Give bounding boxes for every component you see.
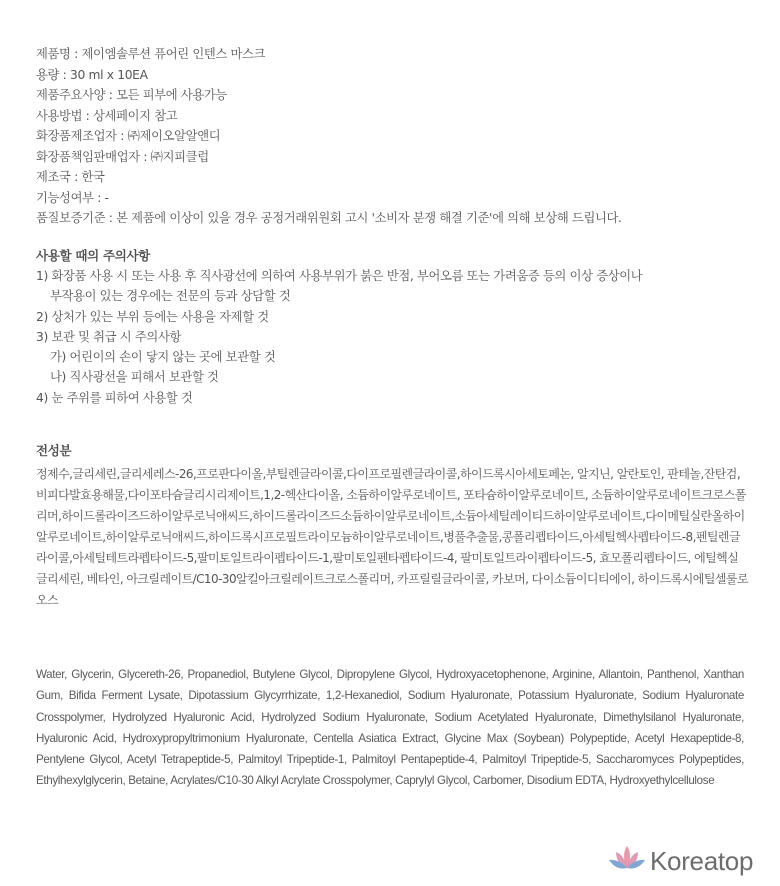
functional-line: 기능성여부 : - [36, 190, 109, 205]
cautions-block [36, 246, 756, 408]
main-spec-line: 제품주요사양 : 모든 피부에 사용가능 [36, 88, 227, 102]
usage-line: 사용방법 : 상세페이지 참고 [36, 108, 178, 123]
caution-subitem: 나) 직사광선을 피해서 보관할 것 [50, 370, 219, 385]
logo-text: Koreatop [650, 845, 754, 876]
caution-item: 부작용이 있는 경우에는 전문의 등과 상담할 것 [50, 289, 291, 304]
ingredients-kr-text: 정제수,글리세린,글리세레스-26,프로판다이올,부틸렌글라이콜,다이프로필렌글라이콜,하이드록시아세토페논, 알지닌, 알란토인, 판테놀,잔탄검,비피다발효용해물,다이포타슘글리시리제이트,1,2-헥산다이올, 소듐하이알루로네이트, 포타슘하이알루로네이트, 소듐하이알루로네이트크로스폴리머,하이드롤라이즈드하이알루로닉애씨드,하이드롤라이즈드소듐하이알루로네이트,소듐아세틸레이티드하이알루로네이트,다이메틸실란올하이알루로네이트,하이알루로닉애씨드,하이드록시프로필트라이모늄하이알루로네이트,병풀추출물,콩폴리펩타이드,아세틸헥사펩타이드-8,펜틸렌글라이콜,아세틸테트라펩타이드-5,팔미토일트라이펩타이드-1,팔미토일펜타펩타이드-4, 팔미토일트라이펩타이드-5, 효모폴리펩타이드, 에틸헥실글리세린, 베타인, 아크릴레이트/C10-30알킬아크릴레이트크로스폴리머, 카프릴릴글라이콜, 카보머, 다이소듐이디티에이, 하이드록시에틸셀룰로오스 [36, 467, 749, 607]
ingredients-kr-title: 전성분 [36, 443, 72, 458]
quality-guarantee-line: 품질보증기준 : 본 제품에 이상이 있을 경우 공정거래위원회 고시 '소비자 분쟁 해결 기준'에 의해 보상해 드립니다. [36, 211, 622, 225]
caution-item: 3) 보관 및 취급 시 주의사항 [36, 329, 182, 344]
product-name-line: 제품명 : 제이엠솔루션 퓨어린 인텐스 마스크 [36, 47, 266, 61]
lotus-icon [608, 844, 646, 878]
caution-item: 2) 상처가 있는 부위 등에는 사용을 자제할 것 [36, 309, 269, 324]
country-line: 제조국 : 한국 [36, 170, 105, 184]
caution-item: 1) 화장품 사용 시 또는 사용 후 직사광선에 의하여 사용부위가 붉은 반점, 부어오름 또는 가려움증 등의 이상 증상이나 [36, 269, 643, 283]
ingredients-kr-block [36, 441, 748, 611]
distributor-line: 화장품책임판매업자 : ㈜지피클럽 [36, 149, 209, 164]
product-info-block [36, 44, 756, 229]
volume-line: 용량 : 30 ml x 10EA [36, 67, 148, 82]
cautions-title: 사용할 때의 주의사항 [36, 248, 151, 263]
caution-item: 4) 눈 주위를 피하여 사용할 것 [36, 390, 193, 405]
manufacturer-line: 화장품제조업자 : ㈜제이오알알앤디 [36, 129, 221, 143]
ingredients-en-text: Water, Glycerin, Glycereth-26, Propanediol, Butylene Glycol, Dipropylene Glycol, Hydroxyacetophenone, Arginine, Allantoin, Panthenol, Xanthan Gum, Bifida Ferment Lysate, Dipotassium Glycyrrhizate, 1,2-Hexanediol, Sodium Hyaluronate, Potassium Hyaluronate, Sodium Hyaluronate Crosspolymer, Hydrolyzed Hyaluronic Acid, Hydrolyzed Sodium Hyaluronate, Sodium Acetylated Hyaluronate, Dimethylsilanol Hyaluronate, Hyaluronic Acid, Hydroxypropyltrimonium Hyaluronate, Centella Asiatica Extract, Glycine Max (Soybean) Polypeptide, Acetyl Hexapeptide-8, Pentylene Glycol, Acetyl Tetrapeptide-5, Palmitoyl Tripeptide-1, Palmitoyl Pentapeptide-4, Palmitoyl Tripeptide-5, Saccharomyces Polypeptides, Ethylhexylglycerin, Betaine, Acrylates/C10-30 Alkyl Acrylate Crosspolymer, Caprylyl Glycol, Carbomer, Disodium EDTA, Hydroxyethylcellulose [36, 668, 744, 788]
koreatop-logo [608, 846, 753, 876]
caution-subitem: 가) 어린이의 손이 닿지 않는 곳에 보관할 것 [50, 350, 276, 365]
